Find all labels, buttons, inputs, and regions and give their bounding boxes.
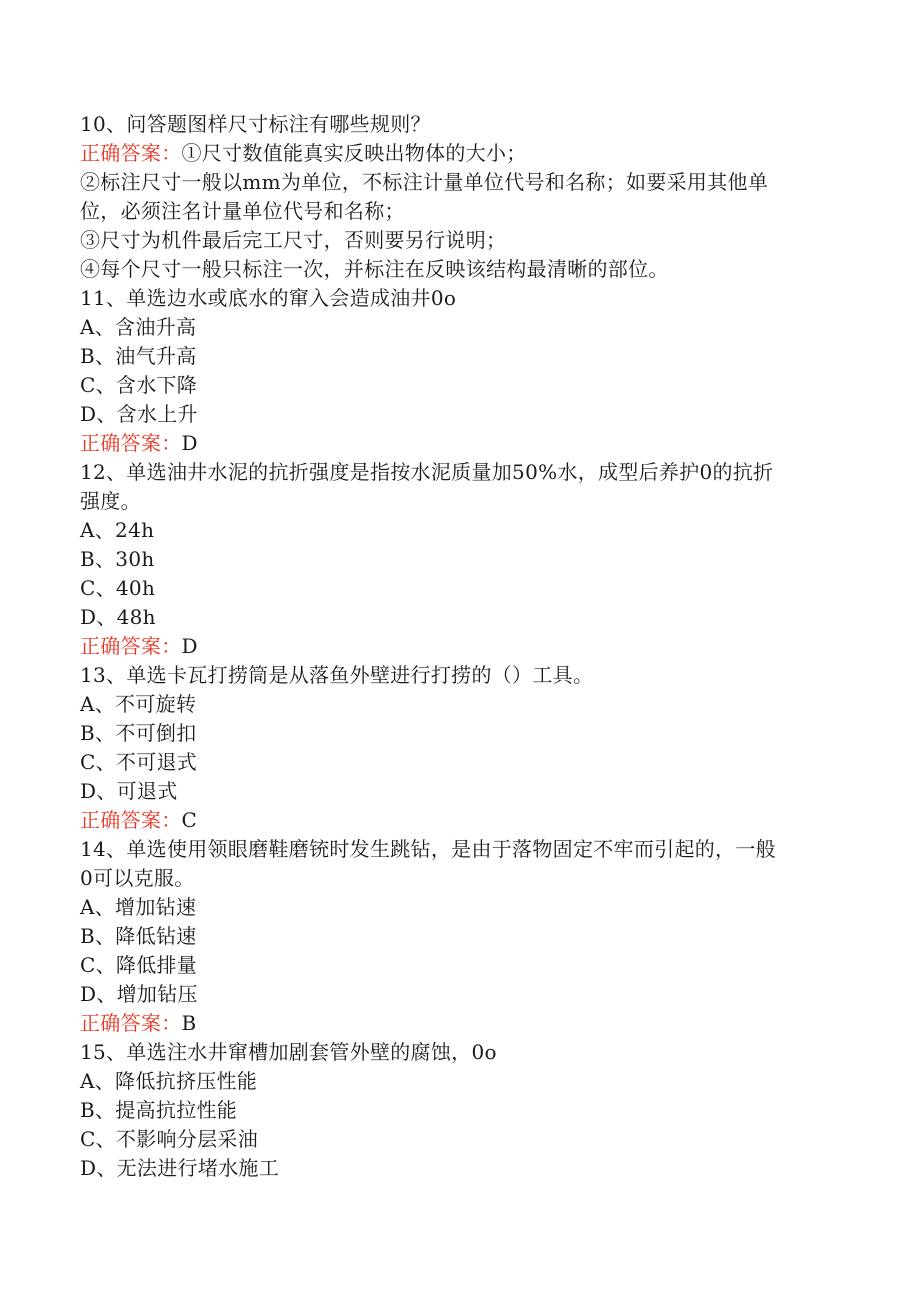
option-item: B、30h [80,547,155,571]
question-13-stem: 13、单选卡瓦打捞筒是从落鱼外壁进行打捞的（）工具。 [80,663,594,687]
option-item: D、含水上升 [80,402,198,426]
option-item: A、降低抗挤压性能 [80,1069,258,1093]
option-item: D、48h [80,605,156,629]
option-item: C、40h [80,576,156,600]
question-12-stem-cont: 强度。 [80,489,141,513]
answer-label: 正确答案： [80,1011,182,1035]
answer-label: 正确答案： [80,634,182,658]
answer-value: D [181,634,198,658]
option-item: A、含油升高 [80,315,197,339]
answer-value: B [181,1011,197,1035]
option-item: D、可退式 [80,779,178,803]
answer-value: D [181,431,198,455]
question-11-answer [80,429,198,458]
option-item: D、增加钻压 [80,982,198,1006]
option-item: B、不可倒扣 [80,721,197,745]
option-item: C、含水下降 [80,373,198,397]
question-14-stem: 14、单选使用领眼磨鞋磨铳时发生跳钻，是由于落物固定不牢而引起的，一般 [80,837,776,861]
question-12-stem: 12、单选油井水泥的抗折强度是指按水泥质量加50%水，成型后养护0的抗折 [80,460,774,484]
answer-text: ③尺寸为机件最后完工尺寸，否则要另行说明； [80,228,507,252]
answer-label: 正确答案： [80,141,182,165]
question-15-stem: 15、单选注水井窜槽加剧套管外壁的腐蚀，0o [80,1040,497,1064]
answer-label: 正确答案： [80,431,182,455]
option-item: C、不影响分层采油 [80,1127,259,1151]
option-item: A、24h [80,518,155,542]
question-14-answer [80,1009,197,1038]
question-10-answer-line [80,139,527,168]
option-item: A、不可旋转 [80,692,197,716]
option-item: B、油气升高 [80,344,197,368]
question-11-stem: 11、单选边水或底水的窜入会造成油井0o [80,286,457,310]
answer-text: ①尺寸数值能真实反映出物体的大小； [181,141,527,165]
option-item: D、无法进行堵水施工 [80,1156,280,1180]
question-14-stem-cont: 0可以克服。 [80,866,195,890]
answer-text: ④每个尺寸一般只标注一次，并标注在反映该结构最清晰的部位。 [80,257,669,281]
option-item: B、降低钻速 [80,924,197,948]
answer-label: 正确答案： [80,808,182,832]
answer-text: ②标注尺寸一般以mm为单位，不标注计量单位代号和名称；如要采用其他单 [80,170,769,194]
option-item: C、降低排量 [80,953,198,977]
answer-value: C [181,808,198,832]
answer-text: 位，必须注名计量单位代号和名称； [80,199,405,223]
question-12-answer [80,632,198,661]
option-item: B、提高抗拉性能 [80,1098,238,1122]
question-13-answer [80,806,197,835]
option-item: A、增加钻速 [80,895,197,919]
question-10-stem: 10、问答题图样尺寸标注有哪些规则？ [80,112,431,136]
option-item: C、不可退式 [80,750,198,774]
